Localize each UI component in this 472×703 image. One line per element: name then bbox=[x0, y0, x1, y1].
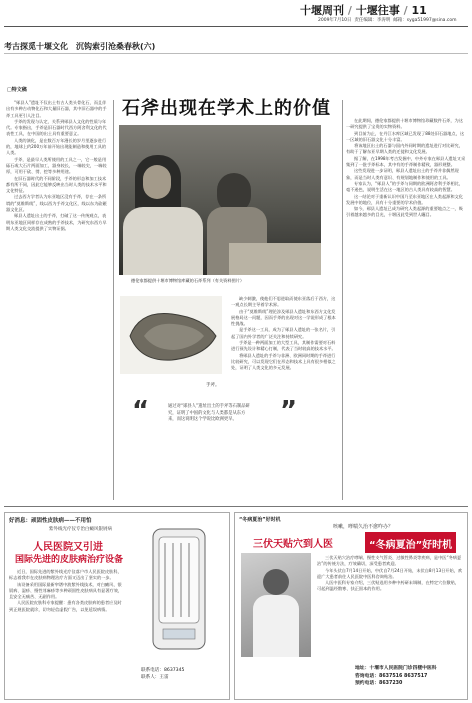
paragraph: 将郧县人遗址的手斧与非洲、欧洲同时期的手斧进行比较研究，可以发现它们在形态和技术上具有很多相似之处，证明了人类文化的多元发展。 bbox=[231, 352, 336, 371]
doctor-coat bbox=[253, 595, 299, 657]
contact-person: 联系人：王雷 bbox=[141, 675, 169, 680]
ad-right-contact bbox=[355, 665, 437, 688]
appointment-phone: 预约电话：8637230 bbox=[355, 681, 403, 686]
column-title: 考古探觅十堰文化 沉钩索引沧桑春秋(六) bbox=[4, 42, 156, 51]
photo-caption: 德伦家都提供十堰市博物馆库藏的石斧系列（有关资料图片） bbox=[131, 278, 245, 283]
email-text: 邮箱：syga51997@sina.com bbox=[393, 18, 457, 23]
article-headline: 石斧出现在学术上的价值 bbox=[122, 98, 331, 119]
column-divider bbox=[342, 100, 343, 500]
pull-quote-mark-end: ” bbox=[280, 396, 298, 426]
paragraph: “郧县人”遗址不仅出土有古人类头骨化石，而且伴出有多种古动物化石和大量旧石器，其中旧石器中的手斧工具更引人注目。 bbox=[6, 100, 107, 118]
paragraph: 这些发现进一步证明，郧县人遗址出土的手斧并非偶然现象，而是当时人类有意识、有规划地制作和使用的工具。 bbox=[346, 168, 459, 180]
axe-image bbox=[120, 296, 222, 374]
ad-left-subtitle: 紫外线光疗仪专治白癜风银屑病 bbox=[49, 527, 112, 532]
ad-left-contact bbox=[141, 667, 184, 681]
paragraph: 到目前为止，在丹江水库区域已发现了88处旧石器地点，这一区域的旧石器文化十分丰富。 bbox=[346, 130, 465, 142]
ad-left-title-1: 人民医院又引进 bbox=[33, 542, 103, 553]
main-photo bbox=[119, 125, 321, 275]
column-divider bbox=[113, 100, 114, 500]
stone-axe-icon bbox=[120, 296, 222, 374]
paragraph: 过去西方学者认为东亚地区没有手斧，存在一条所谓的“莫维斯线”，线以西为手斧文化区，线以东为砍砸器文化区。 bbox=[6, 194, 107, 213]
paragraph: 这一结论对于重新认识中国乃至东亚地区在人类起源和文化发展中的地位，具有十分重要的学术价值。 bbox=[346, 193, 463, 205]
section-name: 十堰往事 bbox=[355, 4, 400, 17]
pull-quote-mark: “ bbox=[132, 396, 150, 426]
ad-right-photo bbox=[241, 553, 311, 657]
editor-text: 责任编辑：李涛明 bbox=[354, 18, 391, 23]
header-rule bbox=[4, 26, 468, 27]
paragraph: 手斧是一种两面加工的大型工具，其制作需要对石料进行预先设计和精心打制，代表了当时较高的技术水平。 bbox=[231, 340, 336, 352]
ad-right-top-line: 咳嗽，哮喘久治不愈咋办？ bbox=[333, 524, 394, 530]
contact-phone: 联系电话：8637345 bbox=[141, 668, 185, 673]
paper-name: 十堰周刊 bbox=[300, 4, 344, 17]
paragraph: 将该地区出土的石器与国内外同时期的遗址进行对比研究，有助于了解东亚早期人类的迁徙和文化发展。 bbox=[346, 143, 463, 155]
ad-right-title-badge: “冬病夏治”好时机 bbox=[365, 532, 456, 553]
paragraph: 据了解，在1998年考古发掘中，中外专家在郧县人遗址又采集到了一批手斧标本，其中有的手斧制作精致，器形规整。 bbox=[346, 155, 466, 168]
ad-left-header: 好消息：顽固性皮肤病——不用怕 bbox=[9, 518, 92, 524]
page-header-title: 十堰周刊 / 十堰往事 / 11 bbox=[300, 4, 427, 17]
photo-table bbox=[229, 243, 321, 275]
paragraph: 该设备采用国际最新窄谱中波紫外线技术，对白癜风、银屑病、湿疹、慢性荨麻疹等多种顽固性皮肤病具有显著疗效，且安全无痛苦、无副作用。 bbox=[9, 581, 123, 600]
paragraph: 在旧石器时代的不同阶段，手斧的形态和加工技术都有所不同，因此它能够反映出当时人类的技术水平和文化特征。 bbox=[6, 175, 107, 194]
paragraph: 专家认为，“郧县人”的手斧与同期的欧洲阿舍利手斧相比，毫不逊色，说明生活在这一地区的古人类具有较高的智慧。 bbox=[346, 180, 464, 193]
paragraph: 手斧的发现与认定，关系到郧县人文化的性质与年代。专家指出，手斧是旧石器时代西方阿舍利文化的代表性工具，在中国的出土具有重要意义。 bbox=[6, 118, 107, 137]
ad-right-body bbox=[317, 555, 463, 659]
ad-left-body bbox=[9, 569, 125, 695]
ad-right bbox=[234, 512, 468, 700]
doctor-silhouette bbox=[263, 569, 289, 595]
axe-caption: 手斧。 bbox=[206, 383, 220, 388]
pull-quote: 通过对“郧县人”遗址出土的手斧等石制品研究，证明了中国的文化与人类都是从东方来，而这说明这个学说比欧洲更早。 bbox=[168, 404, 250, 422]
page-number: 11 bbox=[411, 4, 427, 17]
article-column-1 bbox=[6, 100, 110, 530]
dateline bbox=[318, 17, 456, 23]
address: 地址：十堰市人民医院门诊四楼中医科 bbox=[355, 666, 437, 671]
ad-right-title: 三伏天贴穴到人医 bbox=[253, 539, 333, 550]
paragraph: 近日，国际先进的紫外线光疗仪落户市人民医院皮肤科，标志着我市在皮肤病物理治疗方面又迈出了坚实的一步。 bbox=[9, 569, 122, 581]
paragraph: 是手斧这一工具，成为了郧县人遗址的一张名片，引起了国内外学者的广泛关注和持续研究。 bbox=[231, 327, 336, 339]
ad-right-header: “冬病夏治”好时机 bbox=[239, 517, 281, 523]
header-bar bbox=[0, 0, 472, 26]
uv-device-image bbox=[139, 525, 219, 653]
ad-left bbox=[4, 512, 230, 700]
ad-separator bbox=[4, 506, 468, 507]
paragraph: 三伏天贴穴治疗哮喘、慢性支气管炎、过敏性鼻炎等疾病，是中医“冬病夏治”的传统方法，疗效确切，深受患者欢迎。 bbox=[317, 555, 462, 567]
photo-body-left bbox=[123, 207, 203, 275]
uv-phototherapy-device-icon bbox=[139, 525, 219, 653]
paragraph: 人医中医科专家介绍，三伏贴选用多种中药研末调制，在特定穴位敷贴，可起到温经散寒、扶正固本的作用。 bbox=[317, 580, 460, 592]
column-banner bbox=[4, 41, 468, 54]
paragraph: 在此期间，德伦家都提供十堰市博物馆珍藏数件石斧，为这一研究提供了宝贵的实物资料。 bbox=[346, 118, 463, 130]
ad-left-title-2: 国际先进的皮肤病治疗设备 bbox=[15, 555, 124, 565]
article-column-2 bbox=[231, 296, 336, 502]
paragraph: 郧县人遗址出土的手斧，打破了这一传统观点，表明东亚地区同样存在成熟的手斧技术，为研究东西方早期人类文化交流提供了实物证据。 bbox=[6, 213, 107, 231]
date-text: 2009年7月10日 bbox=[318, 18, 352, 23]
paragraph: 今年头伏自7月14日开始，中伏自7月24日开始，末伏自8月13日开始，欢迎广大患者前往人民医院中医科咨询贴治。 bbox=[317, 567, 463, 579]
consult-phone: 咨询电话：8637516 8637517 bbox=[355, 673, 428, 679]
article-column-3 bbox=[346, 118, 466, 504]
paragraph: 如今，郧县人遗址已成为研究人类起源的重要地点之一，吸引着越来越多的目光，十堰因此受到世人瞩目。 bbox=[346, 206, 463, 218]
photo-face-left bbox=[143, 165, 171, 199]
paragraph: 人类的演化，是在数百万年漫长的岁月里逐步进行的，地球上约200万年前开始出现能制造和使用工具的人类。 bbox=[6, 137, 107, 156]
paragraph: 由于“莫维斯线”理论涉及郧县人遗址和东西方文化发展格局这一问题，因而手斧的出现对这一学说形成了根本性挑战。 bbox=[231, 308, 336, 327]
paragraph: 手斧，是最早人类所使用的工具之一，它一般是用砾石或大石片两面加工，器身较长，一端较尖，一端较厚，可用于砍、劈、挖等多种用途。 bbox=[6, 156, 107, 175]
article-kicker: □特文稿 bbox=[7, 87, 27, 93]
paragraph: 人民医院皮肤科专家提醒：患有各类皮肤病的患者应及时到正规医院就诊，切勿轻信虚假广告，以免延误病情。 bbox=[9, 600, 122, 612]
paragraph: 缺少刺激，使他们不思进取而使东亚落后于西方，这一观点长期主导着学术界。 bbox=[231, 296, 336, 308]
